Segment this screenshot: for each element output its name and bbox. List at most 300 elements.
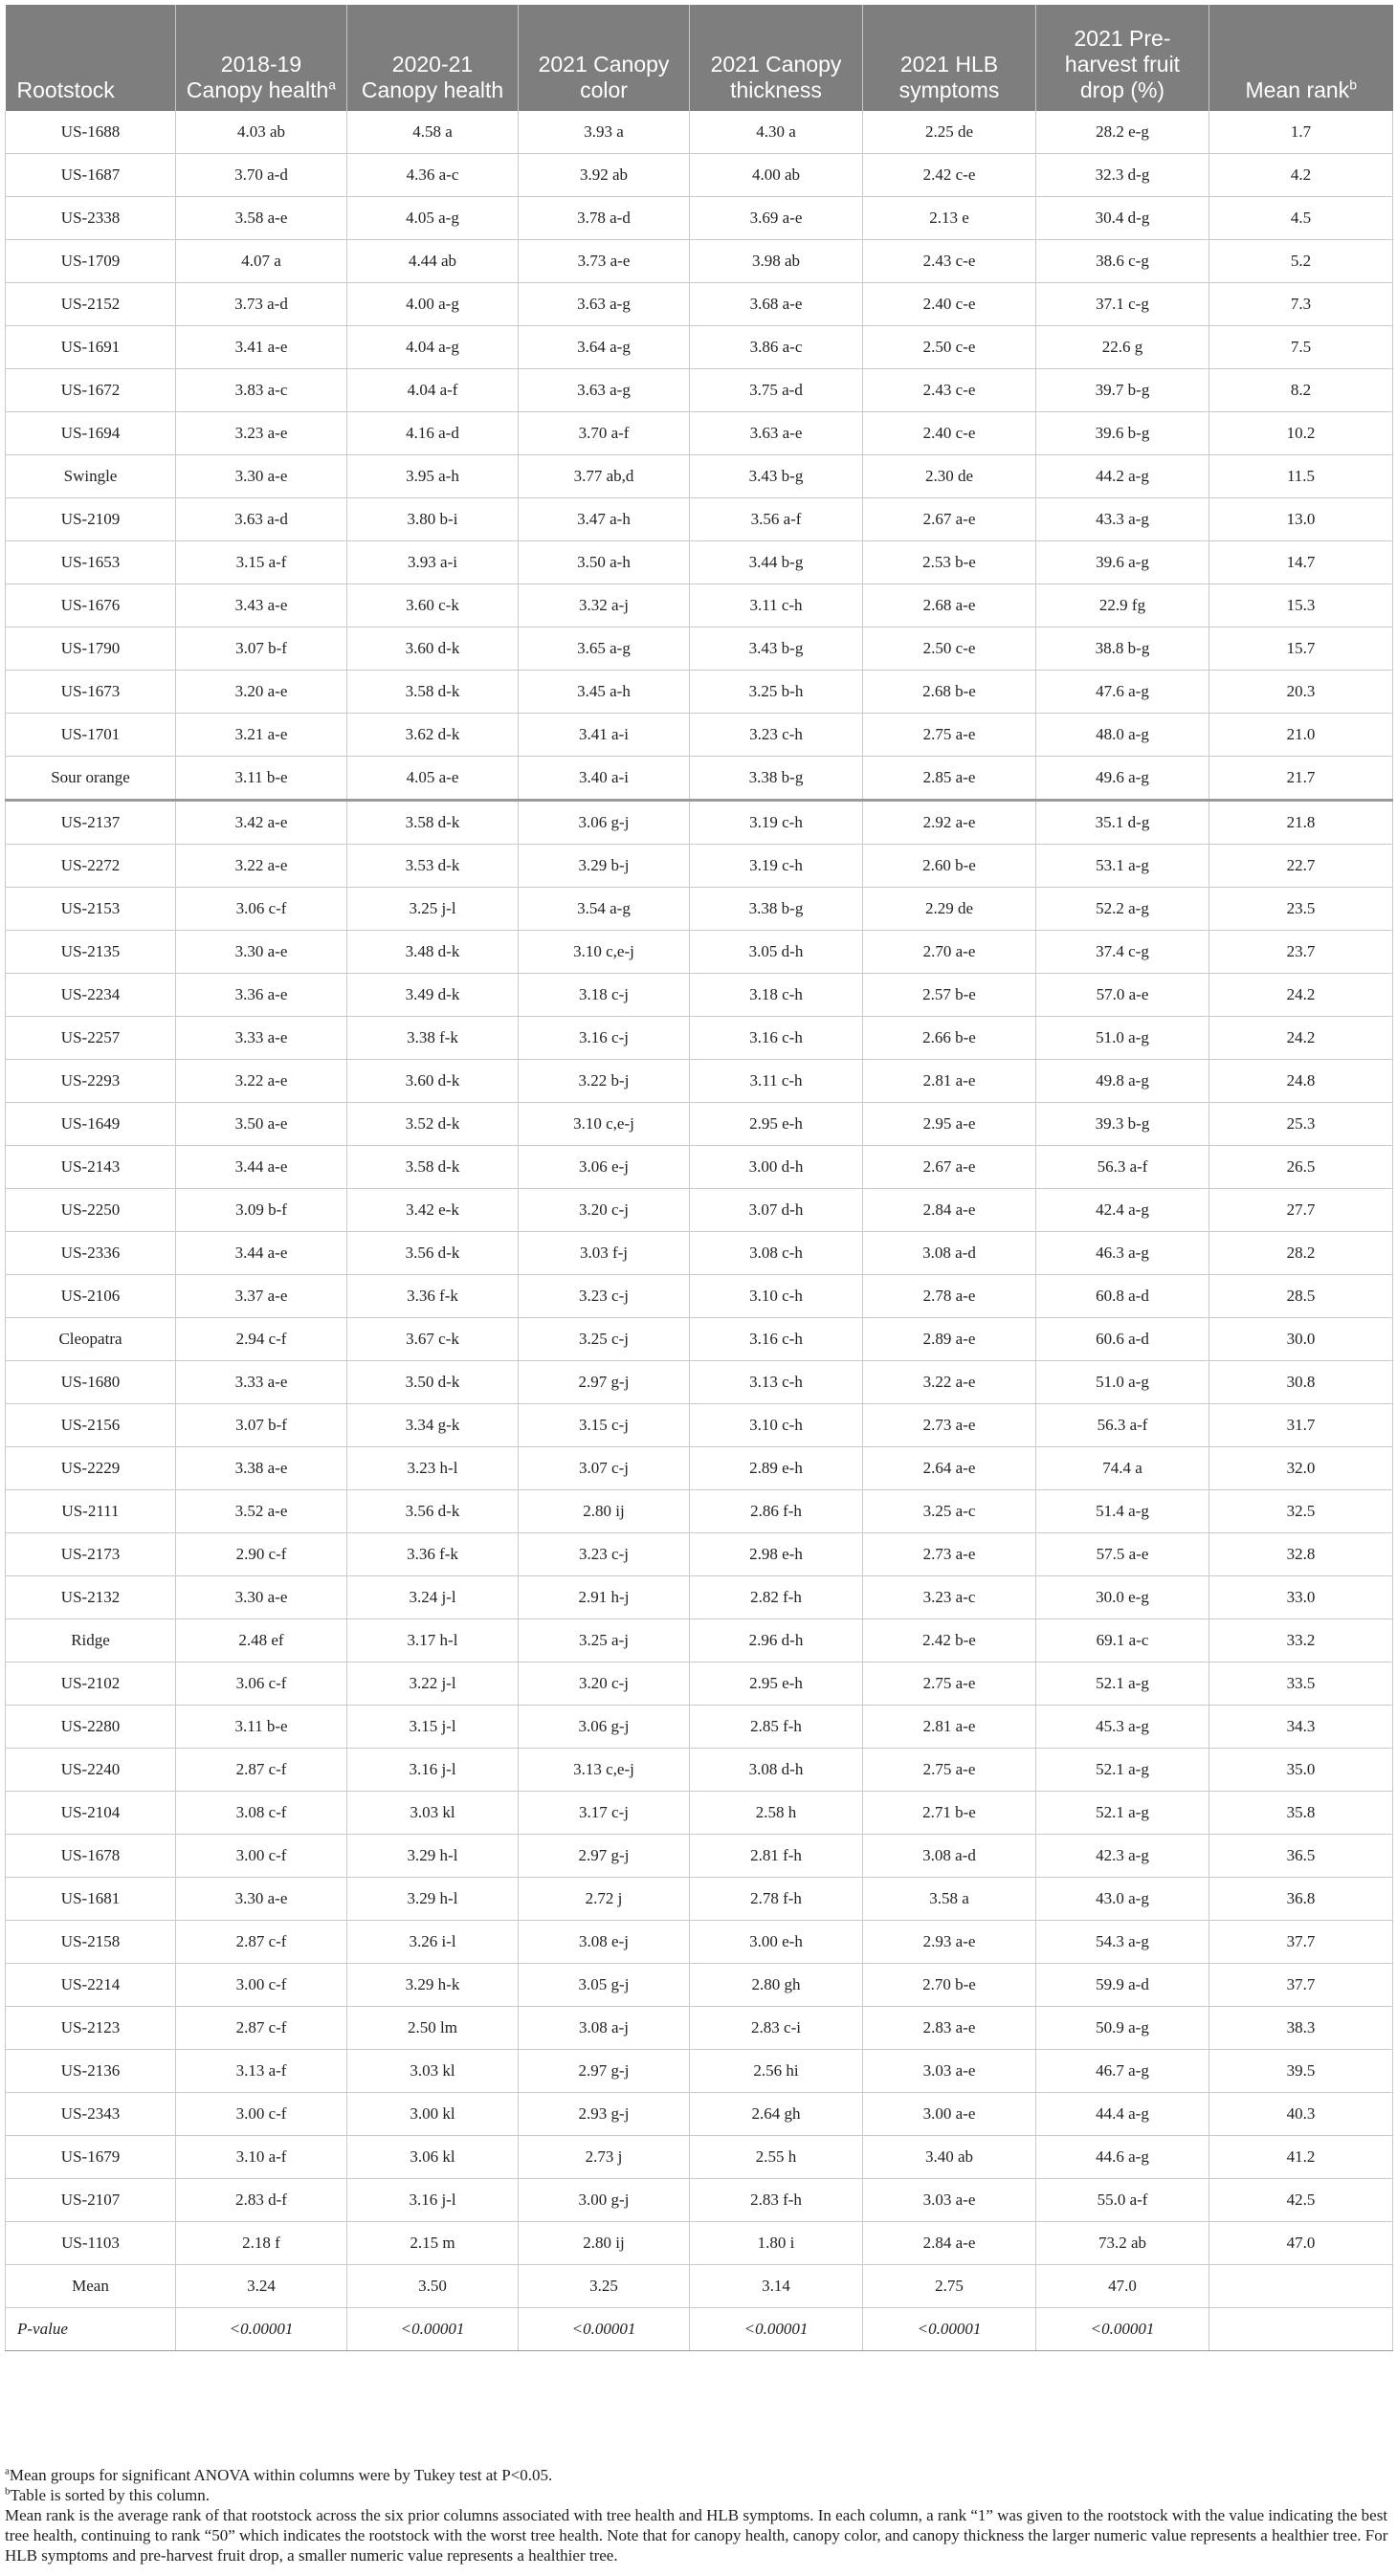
table-cell: 38.8 b-g: [1036, 627, 1209, 671]
table-cell: 3.44 b-g: [690, 541, 863, 584]
table-row: [6, 1749, 1393, 1792]
table-cell: 49.8 a-g: [1036, 1060, 1209, 1103]
table-row: [6, 369, 1393, 412]
table-cell: 2.86 f-h: [690, 1490, 863, 1533]
table-cell: 3.37 a-e: [176, 1275, 347, 1318]
table-cell: 2.83 a-e: [863, 2007, 1036, 2050]
rootstock-cell: US-2137: [6, 801, 176, 845]
table-cell: 2.96 d-h: [690, 1619, 863, 1662]
table-cell: 3.20 a-e: [176, 671, 347, 714]
table-cell: 3.44 a-e: [176, 1146, 347, 1189]
table-cell: 60.8 a-d: [1036, 1275, 1209, 1318]
table-cell: 2.42 b-e: [863, 1619, 1036, 1662]
table-cell: 3.22 j-l: [347, 1662, 519, 1706]
table-cell: 3.58 d-k: [347, 801, 519, 845]
table-cell: 3.08 c-h: [690, 1232, 863, 1275]
table-cell: 48.0 a-g: [1036, 714, 1209, 757]
table-cell: 2.89 a-e: [863, 1318, 1036, 1361]
table-cell: 42.3 a-g: [1036, 1835, 1209, 1878]
table-cell: 3.00 d-h: [690, 1146, 863, 1189]
table-cell: 15.3: [1209, 584, 1393, 627]
table-cell: 33.5: [1209, 1662, 1393, 1706]
table-cell: 4.2: [1209, 154, 1393, 197]
table-cell: 47.6 a-g: [1036, 671, 1209, 714]
table-cell: 3.73 a-d: [176, 283, 347, 326]
table-cell: 14.7: [1209, 541, 1393, 584]
table-cell: 39.5: [1209, 2050, 1393, 2093]
table-cell: 3.30 a-e: [176, 931, 347, 974]
table-cell: 3.13 c,e-j: [519, 1749, 690, 1792]
table-cell: 2.73 j: [519, 2136, 690, 2179]
table-cell: 42.4 a-g: [1036, 1189, 1209, 1232]
table-cell: 3.78 a-d: [519, 197, 690, 240]
table-cell: 24.2: [1209, 1017, 1393, 1060]
table-cell: 54.3 a-g: [1036, 1921, 1209, 1964]
column-header: [176, 5, 347, 111]
table-cell: 3.36 a-e: [176, 974, 347, 1017]
table-row: [6, 1146, 1393, 1189]
table-cell: 3.22 b-j: [519, 1060, 690, 1103]
table-cell: 45.3 a-g: [1036, 1706, 1209, 1749]
table-cell: 3.50: [347, 2265, 519, 2308]
table-cell: 2.80 gh: [690, 1964, 863, 2007]
table-cell: 3.50 a-e: [176, 1103, 347, 1146]
table-cell: 2.70 b-e: [863, 1964, 1036, 2007]
table-cell: 32.8: [1209, 1533, 1393, 1576]
table-cell: 69.1 a-c: [1036, 1619, 1209, 1662]
table-cell: 2.78 a-e: [863, 1275, 1036, 1318]
table-cell: 3.60 d-k: [347, 1060, 519, 1103]
table-cell: 3.93 a-i: [347, 541, 519, 584]
rootstock-cell: US-2257: [6, 1017, 176, 1060]
table-cell: 3.95 a-h: [347, 455, 519, 498]
table-cell: 3.22 a-e: [176, 845, 347, 888]
table-cell: 33.2: [1209, 1619, 1393, 1662]
table-cell: 44.6 a-g: [1036, 2136, 1209, 2179]
table-cell: 3.21 a-e: [176, 714, 347, 757]
table-cell: 3.16 j-l: [347, 2179, 519, 2222]
table-cell: 3.20 c-j: [519, 1189, 690, 1232]
table-row: [6, 1706, 1393, 1749]
column-header: [6, 5, 176, 111]
table-row: [6, 671, 1393, 714]
table-cell: 3.10 c,e-j: [519, 1103, 690, 1146]
table-cell: 2.40 c-e: [863, 412, 1036, 455]
table-cell: 4.05 a-e: [347, 757, 519, 801]
rootstock-cell: US-2280: [6, 1706, 176, 1749]
table-body: [6, 111, 1393, 2351]
table-row: [6, 757, 1393, 801]
table-cell: 3.38 a-e: [176, 1447, 347, 1490]
rootstock-cell: US-1709: [6, 240, 176, 283]
table-cell: 2.81 f-h: [690, 1835, 863, 1878]
table-cell: 3.40 ab: [863, 2136, 1036, 2179]
table-cell: 3.00 e-h: [690, 1921, 863, 1964]
table-cell: 52.2 a-g: [1036, 888, 1209, 931]
table-cell: 24.8: [1209, 1060, 1393, 1103]
table-cell: 2.50 c-e: [863, 326, 1036, 369]
table-cell: 3.23 c-j: [519, 1533, 690, 1576]
table-cell: 2.73 a-e: [863, 1533, 1036, 1576]
table-cell: 3.86 a-c: [690, 326, 863, 369]
table-row: [6, 2308, 1393, 2351]
table-cell: 21.7: [1209, 757, 1393, 801]
table-row: [6, 2265, 1393, 2308]
table-cell: 2.95 e-h: [690, 1662, 863, 1706]
table-cell: 37.4 c-g: [1036, 931, 1209, 974]
table-cell: 3.13 a-f: [176, 2050, 347, 2093]
rootstock-cell: US-2173: [6, 1533, 176, 1576]
table-cell: 3.13 c-h: [690, 1361, 863, 1404]
table-cell: 52.1 a-g: [1036, 1662, 1209, 1706]
table-cell: 2.42 c-e: [863, 154, 1036, 197]
table-cell: 52.1 a-g: [1036, 1792, 1209, 1835]
table-row: [6, 1361, 1393, 1404]
table-row: [6, 1576, 1393, 1619]
table-cell: 3.16 j-l: [347, 1749, 519, 1792]
table-cell: 3.63 a-d: [176, 498, 347, 541]
table-cell: 60.6 a-d: [1036, 1318, 1209, 1361]
table-cell: 2.84 a-e: [863, 2222, 1036, 2265]
table-cell: 3.06 c-f: [176, 888, 347, 931]
table-row: [6, 455, 1393, 498]
table-cell: 39.6 b-g: [1036, 412, 1209, 455]
table-cell: 3.38 f-k: [347, 1017, 519, 1060]
table-cell: 3.22 a-e: [176, 1060, 347, 1103]
table-cell: 3.23 c-h: [690, 714, 863, 757]
table-row: [6, 1060, 1393, 1103]
table-cell: 2.40 c-e: [863, 283, 1036, 326]
table-cell: 27.7: [1209, 1189, 1393, 1232]
table-cell: 3.58 d-k: [347, 671, 519, 714]
table-cell: 3.58 a: [863, 1878, 1036, 1921]
table-cell: 3.98 ab: [690, 240, 863, 283]
table-cell: 2.97 g-j: [519, 1835, 690, 1878]
table-cell: 39.3 b-g: [1036, 1103, 1209, 1146]
table-cell: 3.03 kl: [347, 1792, 519, 1835]
rootstock-cell: US-1681: [6, 1878, 176, 1921]
table-cell: 22.9 fg: [1036, 584, 1209, 627]
table-cell: 3.07 b-f: [176, 1404, 347, 1447]
table-cell: 3.63 a-e: [690, 412, 863, 455]
table-cell: 2.97 g-j: [519, 2050, 690, 2093]
table-cell: 24.2: [1209, 974, 1393, 1017]
table-cell: 2.68 a-e: [863, 584, 1036, 627]
table-row: [6, 283, 1393, 326]
table-cell: 37.7: [1209, 1921, 1393, 1964]
column-header-label: 2018-19 Canopy health: [186, 52, 329, 102]
column-header: [1209, 5, 1393, 111]
rootstock-cell: US-1676: [6, 584, 176, 627]
table-cell: 2.50 lm: [347, 2007, 519, 2050]
table-cell: 3.07 c-j: [519, 1447, 690, 1490]
table-cell: 39.7 b-g: [1036, 369, 1209, 412]
table-cell: 2.66 b-e: [863, 1017, 1036, 1060]
table-cell: <0.00001: [1036, 2308, 1209, 2351]
table-cell: 3.80 b-i: [347, 498, 519, 541]
column-header: [347, 5, 519, 111]
table-cell: 4.16 a-d: [347, 412, 519, 455]
table-cell: 3.65 a-g: [519, 627, 690, 671]
table-cell: 37.1 c-g: [1036, 283, 1209, 326]
table-cell: 3.26 i-l: [347, 1921, 519, 1964]
table-cell: 56.3 a-f: [1036, 1404, 1209, 1447]
table-cell: 2.82 f-h: [690, 1576, 863, 1619]
table-cell: 3.22 a-e: [863, 1361, 1036, 1404]
table-cell: 3.25 c-j: [519, 1318, 690, 1361]
table-cell: 2.75 a-e: [863, 714, 1036, 757]
table-cell: 3.23 h-l: [347, 1447, 519, 1490]
table-cell: 3.16 c-j: [519, 1017, 690, 1060]
table-row: [6, 1404, 1393, 1447]
table-cell: 3.68 a-e: [690, 283, 863, 326]
column-header-label: 2021 HLB symptoms: [898, 52, 1000, 102]
table-cell: 2.50 c-e: [863, 627, 1036, 671]
table-cell: 2.80 ij: [519, 1490, 690, 1533]
footnote-b-text: Table is sorted by this column.: [10, 2486, 210, 2504]
rootstock-cell: US-2158: [6, 1921, 176, 1964]
table-cell: 3.48 d-k: [347, 931, 519, 974]
footnote-a-text: Mean groups for significant ANOVA within columns were by Tukey test at P<0.05.: [9, 2466, 553, 2484]
rootstock-cell: Swingle: [6, 455, 176, 498]
table-cell: 3.10 c-h: [690, 1404, 863, 1447]
rootstock-cell: US-1688: [6, 111, 176, 154]
table-cell: 3.56 d-k: [347, 1490, 519, 1533]
table-row: [6, 1189, 1393, 1232]
table-cell: 3.30 a-e: [176, 455, 347, 498]
table-row: [6, 584, 1393, 627]
table-row: [6, 240, 1393, 283]
table-cell: 2.56 hi: [690, 2050, 863, 2093]
table-row: [6, 2093, 1393, 2136]
table-cell: 3.38 b-g: [690, 888, 863, 931]
table-cell: 3.25 b-h: [690, 671, 863, 714]
table-cell: 4.04 a-g: [347, 326, 519, 369]
table-cell: 2.90 c-f: [176, 1533, 347, 1576]
rootstock-cell: US-2250: [6, 1189, 176, 1232]
rootstock-cell: US-2153: [6, 888, 176, 931]
header-row: [6, 5, 1393, 111]
table-cell: 3.36 f-k: [347, 1275, 519, 1318]
table-cell: 3.33 a-e: [176, 1017, 347, 1060]
column-header-label: 2021 Pre-harvest fruit drop (%): [1064, 26, 1181, 102]
table-cell: 3.06 kl: [347, 2136, 519, 2179]
rootstock-cell: US-2293: [6, 1060, 176, 1103]
table-cell: 2.73 a-e: [863, 1404, 1036, 1447]
table-row: [6, 1318, 1393, 1361]
table-cell: 21.0: [1209, 714, 1393, 757]
table-cell: 3.63 a-g: [519, 369, 690, 412]
rootstock-cell: US-1694: [6, 412, 176, 455]
table-cell: 3.19 c-h: [690, 845, 863, 888]
table-cell: 2.55 h: [690, 2136, 863, 2179]
table-cell: 3.07 b-f: [176, 627, 347, 671]
table-cell: <0.00001: [519, 2308, 690, 2351]
table-cell: <0.00001: [347, 2308, 519, 2351]
table-cell: 3.43 b-g: [690, 627, 863, 671]
table-cell: 3.08 a-d: [863, 1232, 1036, 1275]
table-cell: 55.0 a-f: [1036, 2179, 1209, 2222]
rootstock-cell: US-1679: [6, 2136, 176, 2179]
table-cell: 3.00 c-f: [176, 1835, 347, 1878]
rootstock-cell: US-2143: [6, 1146, 176, 1189]
rootstock-cell: US-1678: [6, 1835, 176, 1878]
table-cell: 2.87 c-f: [176, 1749, 347, 1792]
table-cell: 3.19 c-h: [690, 801, 863, 845]
footnote-c: Mean rank is the average rank of that rootstock across the six prior columns associated with tree health and HLB symptoms. In each column, a rank “1” was given to the rootstock with the value indicating the best tree health, continuing to rank “50” which indicates the rootstock with the worst tree health. Note that for canopy health, canopy color, and canopy thickness the larger numeric value represents a healthier tree. For HLB symptoms and pre-harvest fruit drop, a smaller numeric value represents a healthier tree.: [5, 2506, 1388, 2565]
table-cell: 3.16 c-h: [690, 1017, 863, 1060]
table-cell: 3.42 e-k: [347, 1189, 519, 1232]
table-cell: 2.95 a-e: [863, 1103, 1036, 1146]
table-cell: 51.4 a-g: [1036, 1490, 1209, 1533]
table-cell: 30.8: [1209, 1361, 1393, 1404]
table-cell: 15.7: [1209, 627, 1393, 671]
table-row: [6, 845, 1393, 888]
table-row: [6, 1490, 1393, 1533]
table-cell: 23.7: [1209, 931, 1393, 974]
rootstock-cell: US-2106: [6, 1275, 176, 1318]
table-cell: 2.67 a-e: [863, 498, 1036, 541]
table-cell: 32.5: [1209, 1490, 1393, 1533]
table-cell: 2.87 c-f: [176, 1921, 347, 1964]
table-cell: 3.06 c-f: [176, 1662, 347, 1706]
table-row: [6, 1921, 1393, 1964]
table-cell: 22.6 g: [1036, 326, 1209, 369]
table-cell: 3.60 c-k: [347, 584, 519, 627]
table-cell: 3.29 h-k: [347, 1964, 519, 2007]
table-cell: 3.10 a-f: [176, 2136, 347, 2179]
table-cell: 3.00 c-f: [176, 1964, 347, 2007]
table-cell: 2.53 b-e: [863, 541, 1036, 584]
table-cell: 3.08 a-j: [519, 2007, 690, 2050]
table-cell: 3.43 a-e: [176, 584, 347, 627]
table-cell: 5.2: [1209, 240, 1393, 283]
table-cell: 28.5: [1209, 1275, 1393, 1318]
table-cell: 2.71 b-e: [863, 1792, 1036, 1835]
footnote-a: [5, 2465, 1392, 2485]
table-row: [6, 1619, 1393, 1662]
table-cell: 3.49 d-k: [347, 974, 519, 1017]
table-cell: 2.98 e-h: [690, 1533, 863, 1576]
table-cell: <0.00001: [863, 2308, 1036, 2351]
table-cell: 3.03 kl: [347, 2050, 519, 2093]
table-cell: 2.81 a-e: [863, 1706, 1036, 1749]
table-container: [5, 5, 1392, 2351]
table-row: [6, 1103, 1393, 1146]
rootstock-cell: US-2338: [6, 197, 176, 240]
table-cell: 3.34 g-k: [347, 1404, 519, 1447]
table-cell: 46.3 a-g: [1036, 1232, 1209, 1275]
table-cell: 38.6 c-g: [1036, 240, 1209, 283]
table-cell: 3.60 d-k: [347, 627, 519, 671]
rootstock-cell: US-2102: [6, 1662, 176, 1706]
table-cell: 2.58 h: [690, 1792, 863, 1835]
rootstock-cell: US-2336: [6, 1232, 176, 1275]
table-cell: 2.68 b-e: [863, 671, 1036, 714]
table-cell: 3.05 d-h: [690, 931, 863, 974]
table-cell: 35.1 d-g: [1036, 801, 1209, 845]
table-row: [6, 1878, 1393, 1921]
rootstock-cell: Ridge: [6, 1619, 176, 1662]
rootstock-cell: US-1673: [6, 671, 176, 714]
footnote-marker: a: [328, 77, 337, 93]
table-cell: 2.87 c-f: [176, 2007, 347, 2050]
table-cell: 2.95 e-h: [690, 1103, 863, 1146]
table-cell: 30.4 d-g: [1036, 197, 1209, 240]
table-cell: 2.85 a-e: [863, 757, 1036, 801]
table-cell: 3.32 a-j: [519, 584, 690, 627]
table-cell: 3.70 a-d: [176, 154, 347, 197]
table-row: [6, 888, 1393, 931]
table-row: [6, 2222, 1393, 2265]
table-cell: 3.15 c-j: [519, 1404, 690, 1447]
rootstock-cell: Mean: [6, 2265, 176, 2308]
table-cell: 3.08 c-f: [176, 1792, 347, 1835]
table-cell: 3.20 c-j: [519, 1662, 690, 1706]
table-row: [6, 111, 1393, 154]
rootstock-cell: US-1653: [6, 541, 176, 584]
rootstock-cell: US-2343: [6, 2093, 176, 2136]
table-cell: 3.08 d-h: [690, 1749, 863, 1792]
rootstock-cell: US-1701: [6, 714, 176, 757]
table-cell: 2.15 m: [347, 2222, 519, 2265]
table-cell: 2.80 ij: [519, 2222, 690, 2265]
table-cell: 3.23 c-j: [519, 1275, 690, 1318]
table-cell: 3.08 a-d: [863, 1835, 1036, 1878]
table-cell: 3.16 c-h: [690, 1318, 863, 1361]
table-cell: 73.2 ab: [1036, 2222, 1209, 2265]
rootstock-cell: US-1103: [6, 2222, 176, 2265]
table-cell: 3.52 a-e: [176, 1490, 347, 1533]
rootstock-cell: US-1680: [6, 1361, 176, 1404]
table-cell: 2.92 a-e: [863, 801, 1036, 845]
column-header: [1036, 5, 1209, 111]
table-cell: 3.25 a-j: [519, 1619, 690, 1662]
column-header: [690, 5, 863, 111]
footnote-a-marker: a: [5, 2465, 10, 2477]
table-cell: 3.92 ab: [519, 154, 690, 197]
table-cell: 3.36 f-k: [347, 1533, 519, 1576]
table-cell: 50.9 a-g: [1036, 2007, 1209, 2050]
column-header: [519, 5, 690, 111]
table-cell: 57.5 a-e: [1036, 1533, 1209, 1576]
table-cell: 36.8: [1209, 1878, 1393, 1921]
table-cell: 2.64 gh: [690, 2093, 863, 2136]
column-header-label: 2020-21 Canopy health: [361, 52, 504, 102]
table-cell: 40.3: [1209, 2093, 1393, 2136]
table-cell: 3.45 a-h: [519, 671, 690, 714]
table-cell: 2.94 c-f: [176, 1318, 347, 1361]
table-cell: 4.44 ab: [347, 240, 519, 283]
table-cell: 2.18 f: [176, 2222, 347, 2265]
table-cell: 4.36 a-c: [347, 154, 519, 197]
table-cell: 3.06 e-j: [519, 1146, 690, 1189]
table-cell: 3.11 c-h: [690, 584, 863, 627]
table-cell: 13.0: [1209, 498, 1393, 541]
table-row: [6, 627, 1393, 671]
rootstock-cell: US-2109: [6, 498, 176, 541]
table-cell: 4.00 a-g: [347, 283, 519, 326]
table-cell: 2.93 g-j: [519, 2093, 690, 2136]
table-cell: 38.3: [1209, 2007, 1393, 2050]
table-cell: 2.48 ef: [176, 1619, 347, 1662]
table-row: [6, 801, 1393, 845]
rootstock-cell: US-2214: [6, 1964, 176, 2007]
rootstock-cell: US-2272: [6, 845, 176, 888]
table-cell: 3.06 g-j: [519, 1706, 690, 1749]
table-row: [6, 1835, 1393, 1878]
table-cell: 28.2 e-g: [1036, 111, 1209, 154]
